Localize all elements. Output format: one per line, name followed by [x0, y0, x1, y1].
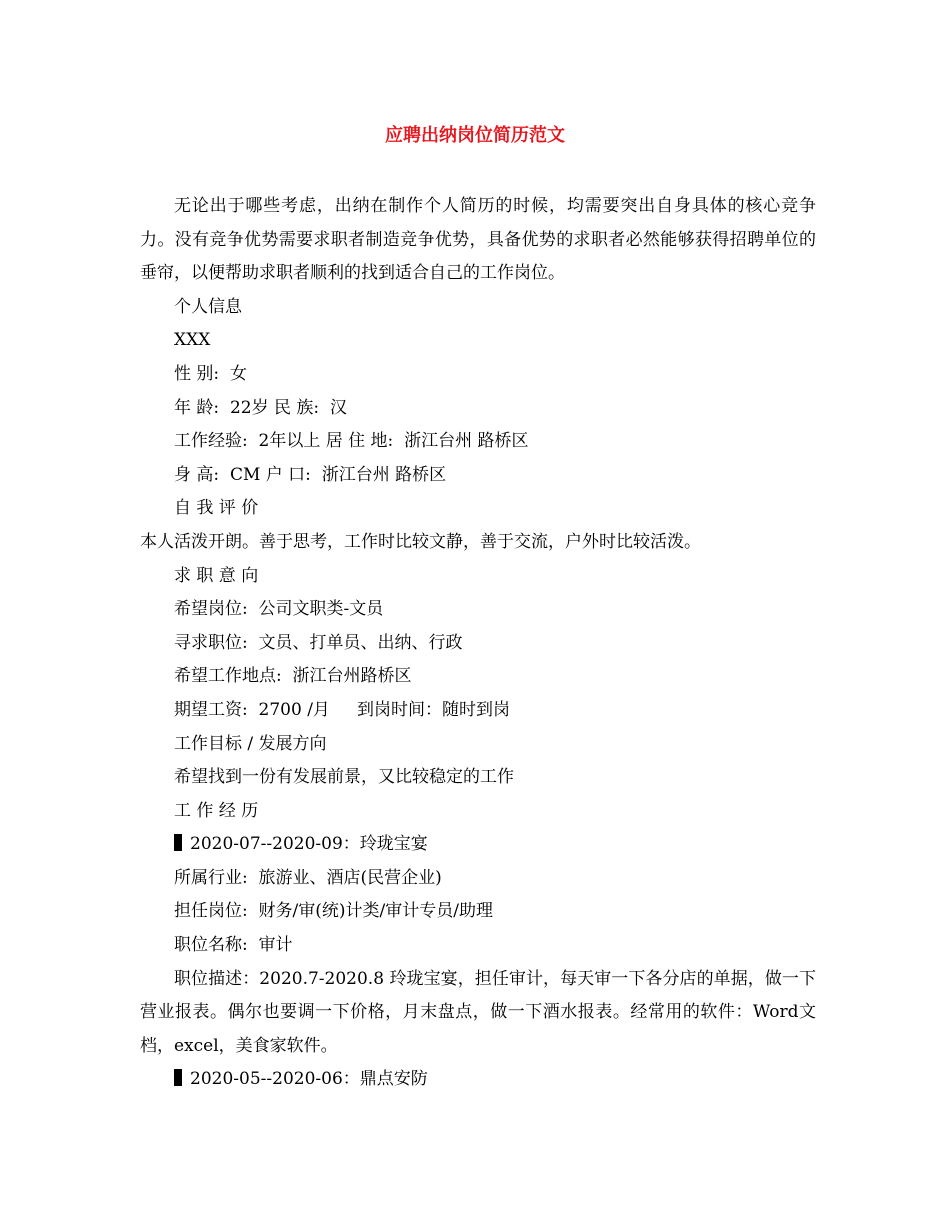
work-goal-text: 希望找到一份有发展前景，又比较稳定的工作 — [174, 767, 514, 788]
job1-description: 职位描述：2020.7-2020.8 玲珑宝宴，担任审计，每天审一下各分店的单据，做一下营业报表。偶尔也要调一下价格，月末盘点，做一下酒水报表。经常用的软件：Word文档，excel，美食家软件。 — [140, 968, 816, 1056]
work-goal-heading: 工作目标 / 发展方向 — [174, 733, 327, 754]
section-self-evaluation-heading: 自 我 评 价 — [174, 498, 259, 519]
job1-role-line: 担任岗位: 财务/审(统)计类/审计专员/助理 — [174, 901, 493, 922]
name-line: XXX — [174, 330, 211, 351]
job1-industry-line: 所属行业: 旅游业、酒店(民营企业) — [174, 867, 442, 888]
job1-header-text: 2020-07--2020-09：玲珑宝宴 — [190, 834, 428, 855]
job2-header-text: 2020-05--2020-06：鼎点安防 — [190, 1069, 428, 1090]
section-personal-info-heading: 个人信息 — [174, 296, 242, 317]
age-ethnicity-line: 年 龄: 22岁 民 族: 汉 — [174, 397, 347, 418]
height-hukou-line: 身 高: CM 户 口: 浙江台州 路桥区 — [174, 464, 447, 485]
gender-line: 性 别: 女 — [174, 363, 247, 384]
sought-position-line: 寻求职位: 文员、打单员、出纳、行政 — [174, 632, 463, 653]
section-job-intention-heading: 求 职 意 向 — [174, 565, 259, 586]
self-evaluation-text: 本人活泼开朗。善于思考，工作时比较文静，善于交流，户外时比较活泼。 — [140, 531, 701, 552]
section-work-experience-heading: 工 作 经 历 — [174, 800, 259, 821]
document-body — [140, 190, 816, 1097]
job2-header — [140, 1063, 816, 1097]
document-title: 应聘出纳岗位简历范文 — [385, 125, 565, 146]
desired-location-line: 希望工作地点: 浙江台州路桥区 — [174, 666, 412, 687]
bullet-block-icon — [174, 834, 182, 851]
bullet-block-icon — [174, 1069, 182, 1086]
job1-title-line: 职位名称: 审计 — [174, 935, 293, 956]
experience-residence-line: 工作经验: 2年以上 居 住 地: 浙江台州 路桥区 — [174, 431, 529, 452]
expected-salary-line: 期望工资: 2700 /月 到岗时间：随时到岗 — [174, 699, 510, 720]
desired-position-line: 希望岗位: 公司文职类-文员 — [174, 599, 384, 620]
job1-header — [140, 828, 816, 862]
intro-paragraph: 无论出于哪些考虑，出纳在制作个人简历的时候，均需要突出自身具体的核心竞争力。没有竞争优势需要求职者制造竞争优势，具备优势的求职者必然能够获得招聘单位的垂帘，以便帮助求职者顺利的找到适合自己的工作岗位。 — [140, 196, 816, 284]
